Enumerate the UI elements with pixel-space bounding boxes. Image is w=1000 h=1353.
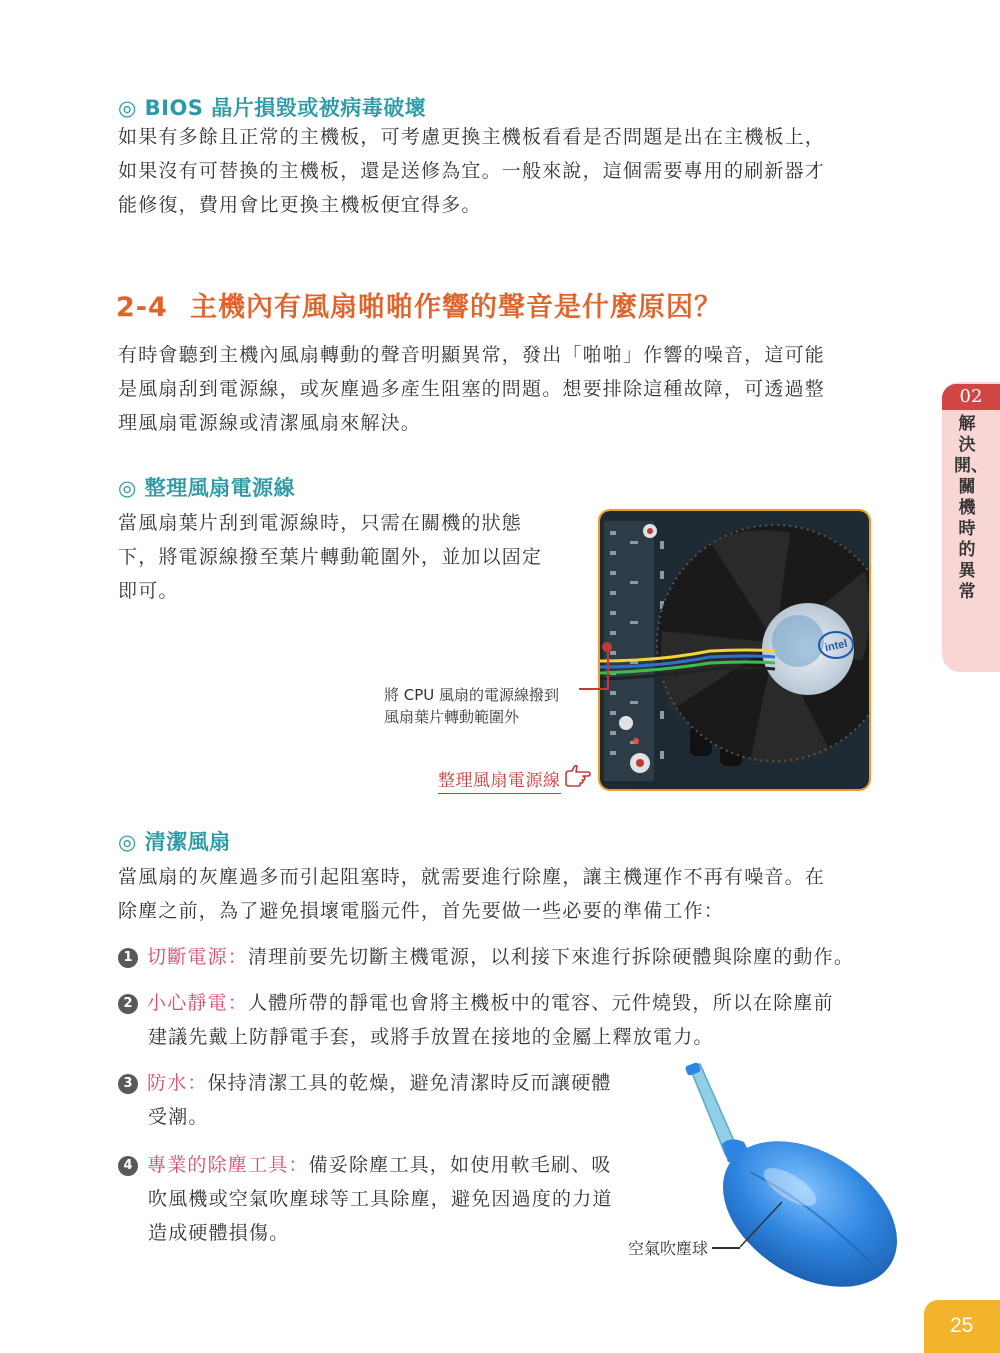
list-item [118,1148,613,1250]
cpu-fan-photo [598,509,871,791]
clean-line: 除塵之前，為了避免損壞電腦元件，首先要做一些必要的準備工作： [118,900,725,922]
intro-line: 是風扇刮到電源線，或灰塵過多產生阻塞的問題。想要排除這種故障，可透過整 [118,378,826,400]
section-number: 2-4 [116,292,168,323]
item-term: 專業的除塵工具： [147,1154,309,1176]
item-text: 建議先戴上防靜電手套，或將手放置在接地的金屬上釋放電力。 [148,1026,714,1048]
bios-paragraph [118,120,878,222]
list-item [118,1066,612,1134]
bios-line: 能修復，費用會比更換主機板便宜得多。 [118,194,482,216]
item-number-badge: 4 [118,1156,138,1176]
item-text: 備妥除塵工具，如使用軟毛刷、吸 [308,1154,612,1176]
bios-heading: ◎ BIOS 晶片損毀或被病毒破壞 [118,96,427,120]
intel-logo: intel [823,637,849,655]
fan-callout-text [384,684,559,728]
item-term: 防水： [147,1072,208,1094]
pointing-hand-icon [562,764,592,790]
arrange-line: 即可。 [118,580,179,602]
chapter-title: 解決開、關機時的異常 [954,414,988,602]
list-item-line [118,1148,613,1182]
arrange-line: 下，將電源線撥至葉片轉動範圍外，並加以固定 [118,546,543,568]
list-item-line [118,1066,612,1100]
page-number: 25 [950,1314,974,1337]
arrange-heading: ◎ 整理風扇電源線 [118,476,296,500]
intro-paragraph [118,338,878,440]
item-text: 清理前要先切斷主機電源，以利接下來進行拆除硬體與除塵的動作。 [248,946,855,968]
arrange-line: 當風扇葉片刮到電源線時，只需在關機的狀態 [118,512,523,534]
arrange-paragraph [118,506,568,608]
section-title-text: 主機內有風扇啪啪作響的聲音是什麼原因？ [190,292,722,323]
photo-caption: 整理風扇電源線 [438,766,561,794]
item-text: 造成硬體損傷。 [148,1222,290,1244]
list-item-line [118,986,834,1020]
item-number-badge: 2 [118,994,138,1014]
callout-leader [579,688,609,690]
callout-line-text: 風扇葉片轉動範圍外 [384,708,520,726]
callout-line-text: 將 CPU 風扇的電源線撥到 [384,686,560,704]
item-text: 受潮。 [148,1106,209,1128]
chapter-number: 02 [942,384,1000,410]
clean-paragraph [118,860,878,928]
list-item-line [118,940,854,974]
bios-line: 如果沒有可替換的主機板，還是送修為宜。一般來說，這個需要專用的刷新器才 [118,160,826,182]
item-text: 吹風機或空氣吹塵球等工具除塵，避免因過度的力道 [148,1188,613,1210]
list-item [118,940,854,974]
section-title [116,285,722,324]
item-text: 保持清潔工具的乾燥，避免清潔時反而讓硬體 [207,1072,612,1094]
blower-caption: 空氣吹塵球 [628,1239,709,1258]
list-item [118,986,834,1054]
item-term: 小心靜電： [147,992,249,1014]
clean-line: 當風扇的灰塵過多而引起阻塞時，就需要進行除塵，讓主機運作不再有噪音。在 [118,866,826,888]
clean-heading: ◎ 清潔風扇 [118,830,231,854]
intro-line: 有時會聽到主機內風扇轉動的聲音明顯異常，發出「啪啪」作響的噪音，這可能 [118,344,826,366]
item-number-badge: 3 [118,1074,138,1094]
item-text: 人體所帶的靜電也會將主機板中的電容、元件燒毀，所以在除塵前 [248,992,834,1014]
bios-line: 如果有多餘且正常的主機板，可考慮更換主機板看看是否問題是出在主機板上， [118,126,826,148]
blower-leader [712,1247,740,1249]
callout-leader-vertical [607,646,609,690]
item-term: 切斷電源： [147,946,249,968]
intro-line: 理風扇電源線或清潔風扇來解決。 [118,412,422,434]
item-number-badge: 1 [118,948,138,968]
